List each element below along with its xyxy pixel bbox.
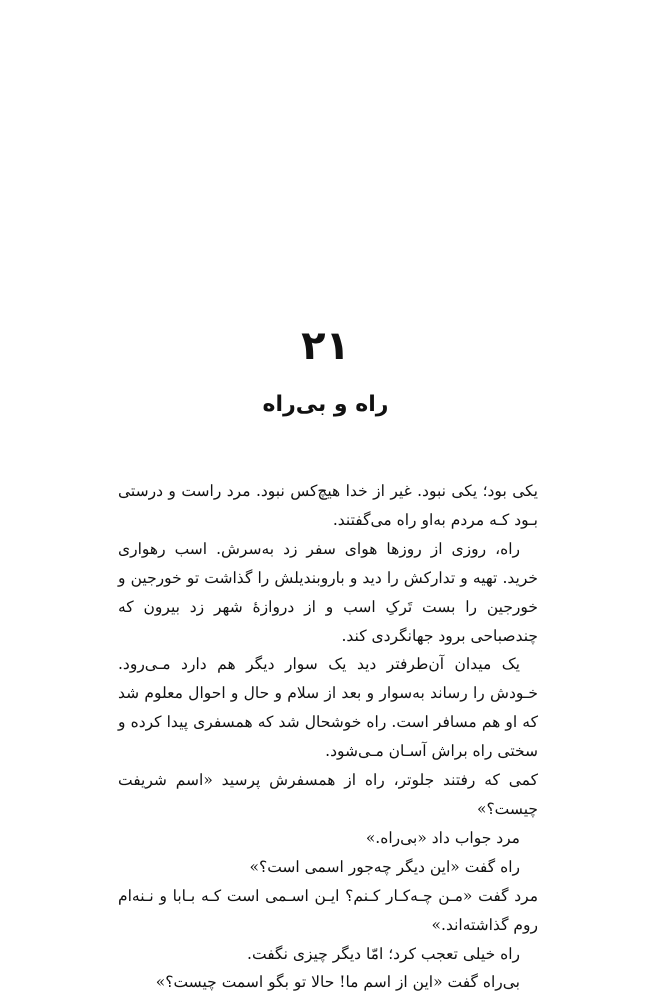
paragraph: راه، روزی از روزها هوای سفر زد به‌سرش. اسب رهواری خرید. تهیه و تدارکش را دید و باروبندیلش را گذاشت تو خورجین و خورجین را بست تَرکِ اسب و از دروازهٔ شهر زد بیرون که چندصباحی برود جهانگردی کند.: [118, 539, 538, 645]
paragraph: مرد جواب داد «بی‌راه.»: [365, 828, 520, 847]
chapter-number: ۲۱: [301, 323, 350, 369]
chapter-body: [118, 477, 538, 997]
paragraph: کمی که رفتند جلوتر، راه از همسفرش پرسید «اسم شریفت چیست؟»: [118, 771, 538, 818]
paragraph: مرد گفت «مـن چـه‌کـار کـنم؟ ایـن اسـمی است کـه بـابا و نـنه‌ام روم گذاشته‌اند.»: [118, 886, 538, 934]
paragraph: راه گفت «این دیگر چه‌جور اسمی است؟»: [249, 857, 520, 876]
chapter-title: راه و بی‌راه: [262, 392, 389, 417]
paragraph: یک میدان آن‌طرفتر دید یک سوار دیگر هم دارد مـی‌رود. خـودش را رساند به‌سوار و بعد از سلام و حال و احوال معلوم شد که او هم مسافر است. راه خوشحال شد که همسفری پیدا کرده و سختی راه براش آسـان مـی‌شود.: [118, 655, 538, 761]
paragraph: راه خیلی تعجب کرد؛ امّا دیگر چیزی نگفت.: [247, 944, 520, 963]
paragraph: یکی بود؛ یکی نبود. غیر از خدا هیچ‌کس نبود. مرد راست و درستی بـود کـه مردم به‌او راه می‌گفتند.: [118, 482, 538, 529]
paragraph: بی‌راه گفت «این از اسم ما! حالا تو بگو اسمت چیست؟»: [155, 973, 520, 992]
